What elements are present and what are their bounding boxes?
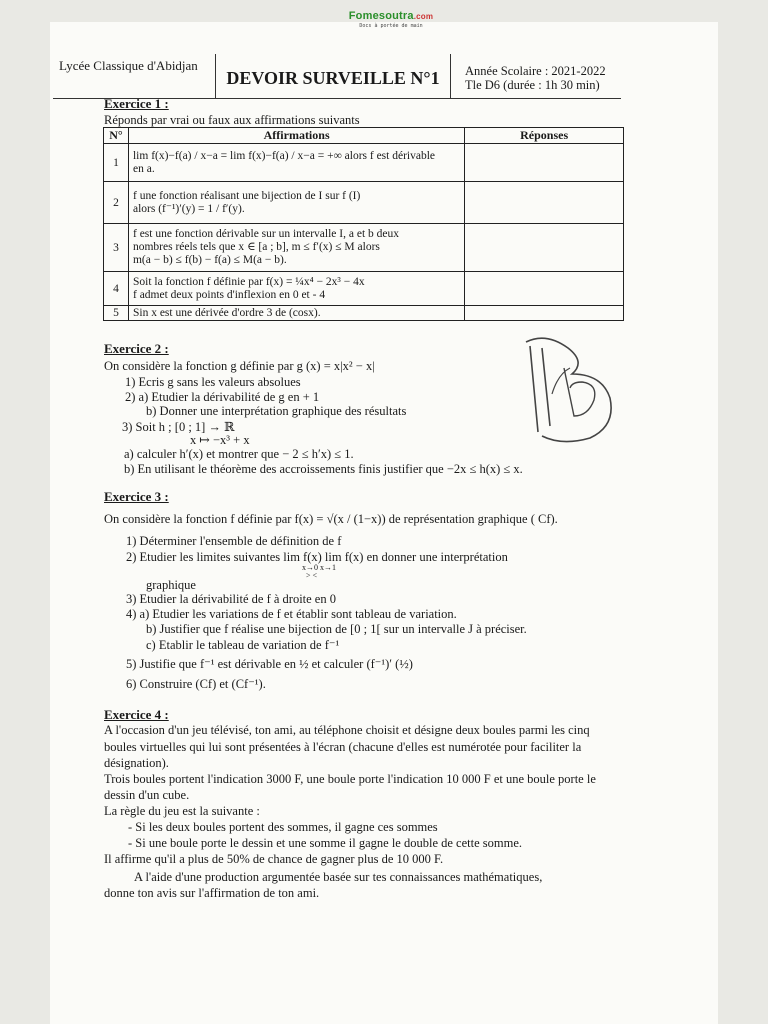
exercise-2-line: 2) a) Etudier la dérivabilité de g en + 1 <box>125 390 320 404</box>
school-name: Lycée Classique d'Abidjan <box>53 54 216 98</box>
exercise-3-line: On considère la fonction f définie par f(x) = √(x / (1−x)) de représentation graphique ( Cf). <box>104 512 558 526</box>
affirmations-table <box>103 127 624 321</box>
exercise-3-line: graphique <box>146 578 196 592</box>
affirmation-text: Soit la fonction f définie par f(x) = ¼x⁴ − 2x³ − 4x f admet deux points d'inflexion en 0 et - 4 <box>128 272 464 306</box>
exercise-3-line: 4) a) Etudier les variations de f et établir sont tableau de variation. <box>126 607 457 621</box>
affirmation-text: f est une fonction dérivable sur un intervalle I, a et b deux nombres réels tels que x ∈ [a ; b], m ≤ f′(x) ≤ M alors m(a − b) ≤ f(b) − f(a) ≤ M(a − b). <box>128 224 464 272</box>
exercise-2-line: x ↦ −x³ + x <box>190 433 250 447</box>
response-cell[interactable] <box>465 224 624 272</box>
exercise-4-line: A l'occasion d'un jeu télévisé, ton ami, au téléphone choisit et désigne deux boules parmi les cinq <box>104 723 590 737</box>
table-header-row <box>104 128 624 144</box>
exercise-2-line: On considère la fonction g définie par g (x) = x|x² − x| <box>104 359 375 373</box>
exercise-2-line: b) En utilisant le théorème des accroissements finis justifier que −2x ≤ h(x) ≤ x. <box>124 462 523 476</box>
exercise-3-line: > < <box>306 571 318 580</box>
class-duration: Tle D6 (durée : 1h 30 min) <box>465 78 600 92</box>
school-year: Année Scolaire : 2021-2022 <box>465 64 606 78</box>
logo-wordmark: Fomesoutra.com <box>348 10 434 22</box>
exercise-2-line: b) Donner une interprétation graphique des résultats <box>146 404 407 418</box>
exercise-4-line: boules virtuelles qui lui sont présentées à l'écran (chacune d'elles est numérotée pour faciliter la <box>104 740 582 754</box>
table-row <box>104 272 624 306</box>
exercise-4-line: - Si les deux boules portent des sommes, il gagne ces sommes <box>128 820 438 834</box>
row-number: 3 <box>104 224 129 272</box>
table-row <box>104 182 624 224</box>
exercise-4-line: dessin d'un cube. <box>104 788 190 802</box>
hand-drawn-letter-doodle <box>512 328 638 448</box>
exercise-3-line: 5) Justifie que f⁻¹ est dérivable en ½ et calculer (f⁻¹)′ (½) <box>126 657 413 671</box>
exercise-3-title: Exercice 3 : <box>104 489 169 504</box>
exercise-4-line: La règle du jeu est la suivante : <box>104 804 260 818</box>
exercise-3-line: x→0 x→1 <box>302 563 336 572</box>
site-logo <box>336 10 446 29</box>
affirmation-text: Sin x est une dérivée d'ordre 3 de (cosx). <box>128 306 464 321</box>
exercise-4-line: A l'aide d'une production argumentée basée sur tes connaissances mathématiques, <box>134 870 543 884</box>
exercise-3-line: 3) Etudier la dérivabilité de f à droite en 0 <box>126 592 336 606</box>
logo-tagline: Docs à portée de main <box>359 23 423 29</box>
response-cell[interactable] <box>465 272 624 306</box>
exercise-1-instruction: Réponds par vrai ou faux aux affirmations suivants <box>104 113 360 127</box>
row-number: 5 <box>104 306 129 321</box>
exercise-3-line: 1) Déterminer l'ensemble de définition de f <box>126 534 342 548</box>
table-row <box>104 144 624 182</box>
response-cell[interactable] <box>465 144 624 182</box>
row-number: 1 <box>104 144 129 182</box>
affirmation-text: lim f(x)−f(a) / x−a = lim f(x)−f(a) / x−a = +∞ alors f est dérivable en a. <box>128 144 464 182</box>
exam-header <box>53 54 621 99</box>
exercise-3-line: b) Justifier que f réalise une bijection de [0 ; 1[ sur un intervalle J à préciser. <box>146 622 527 636</box>
table-row <box>104 306 624 321</box>
exercise-2-line: a) calculer h′(x) et montrer que − 2 ≤ h′x) ≤ 1. <box>124 447 354 461</box>
exercise-2-title: Exercice 2 : <box>104 341 169 356</box>
exam-meta <box>451 54 621 98</box>
affirmation-text: f une fonction réalisant une bijection de I sur f (I) alors (f⁻¹)′(y) = 1 / f′(y). <box>128 182 464 224</box>
exercise-1-title: Exercice 1 : <box>104 96 169 111</box>
exercise-3-line: c) Etablir le tableau de variation de f⁻¹ <box>146 638 340 652</box>
exercise-2-line: 3) Soit h ; [0 ; 1] → ℝ <box>122 420 235 434</box>
column-header-affirmations: Affirmations <box>128 128 464 144</box>
response-cell[interactable] <box>465 182 624 224</box>
table-row <box>104 224 624 272</box>
exam-title: DEVOIR SURVEILLE N°1 <box>216 54 451 98</box>
row-number: 4 <box>104 272 129 306</box>
column-header-num: N° <box>104 128 129 144</box>
exercise-2-line: 1) Ecris g sans les valeurs absolues <box>125 375 301 389</box>
column-header-responses: Réponses <box>465 128 624 144</box>
exercise-4-line: donne ton avis sur l'affirmation de ton ami. <box>104 886 320 900</box>
exercise-3-line: 6) Construire (Cf) et (Cf⁻¹). <box>126 677 266 691</box>
exercise-4-title: Exercice 4 : <box>104 707 169 722</box>
exercise-4-line: - Si une boule porte le dessin et une somme il gagne le double de cette somme. <box>128 836 522 850</box>
row-number: 2 <box>104 182 129 224</box>
response-cell[interactable] <box>465 306 624 321</box>
exercise-4-line: désignation). <box>104 756 169 770</box>
exercise-3-line: 2) Etudier les limites suivantes lim f(x) lim f(x) en donner une interprétation <box>126 550 508 564</box>
exercise-4-line: Il affirme qu'il a plus de 50% de chance de gagner plus de 10 000 F. <box>104 852 444 866</box>
exercise-4-line: Trois boules portent l'indication 3000 F, une boule porte l'indication 10 000 F et une boule porte le <box>104 772 596 786</box>
